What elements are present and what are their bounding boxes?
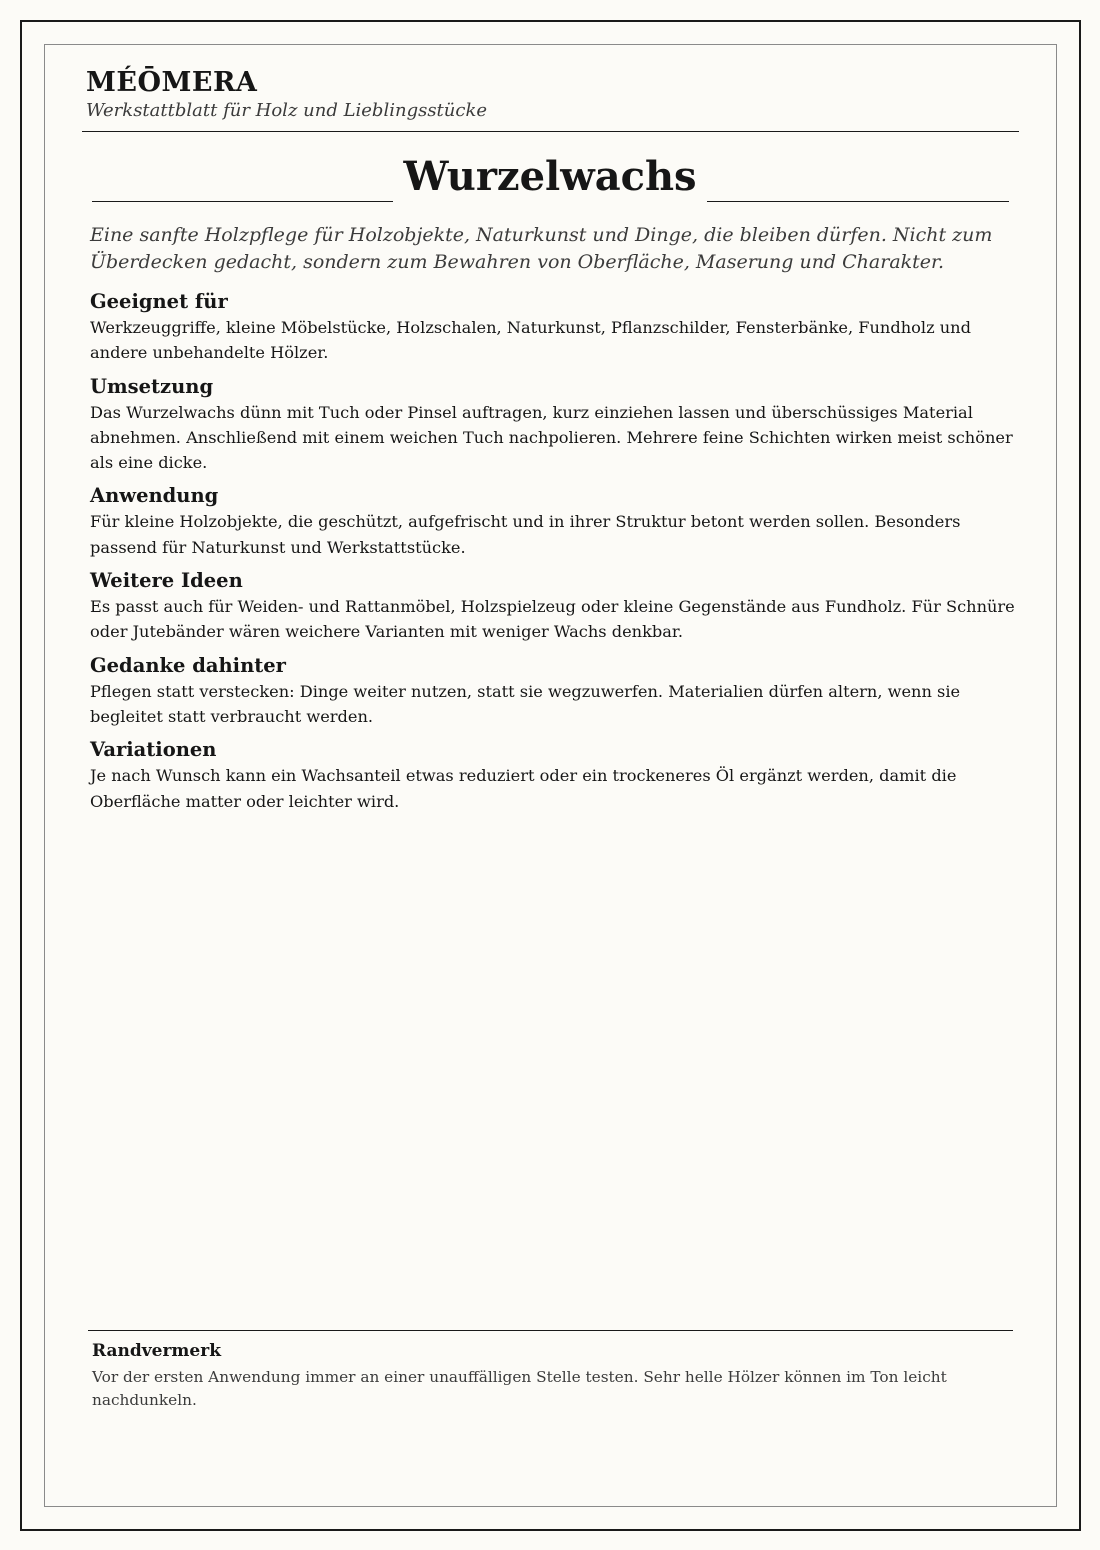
header-divider xyxy=(82,131,1019,132)
sections-list xyxy=(90,290,1015,823)
section-text: Das Wurzelwachs dünn mit Tuch oder Pinsel auftragen, kurz einziehen lassen und überschüssiges Material abnehmen. Anschließend mit einem weichen Tuch nachpolieren. Mehrere feine Schichten wirken meist schöner als eine dicke. xyxy=(90,402,1013,473)
section-heading: Weitere Ideen xyxy=(90,569,243,593)
section-heading: Variationen xyxy=(90,738,217,762)
section-geeignet-fuer xyxy=(90,290,1015,366)
section-gedanke-dahinter xyxy=(90,654,1015,730)
margin-note-title: Randvermerk xyxy=(92,1341,221,1361)
section-heading: Geeignet für xyxy=(90,290,228,313)
footer-divider xyxy=(88,1330,1013,1331)
title-rule-right xyxy=(707,201,1009,202)
title-rule-left xyxy=(92,201,393,202)
section-heading: Gedanke dahinter xyxy=(90,653,286,677)
section-weitere-ideen xyxy=(90,569,1015,645)
section-text: Es passt auch für Weiden- und Rattanmöbel, Holzspielzeug oder kleine Gegenstände aus Fundholz. Für Schnüre oder Jutebänder wären weichere Varianten mit weniger Wachs denkbar. xyxy=(90,597,1015,642)
section-anwendung xyxy=(90,484,1015,560)
title-row xyxy=(92,152,1009,204)
section-text: Für kleine Holzobjekte, die geschützt, aufgefrischt und in ihrer Struktur betont werden sollen. Besonders passend für Naturkunst und Werkstattstücke. xyxy=(90,512,961,557)
intro-text: Eine sanfte Holzpflege für Holzobjekte, Naturkunst und Dinge, die bleiben dürfen. Nicht zum Überdecken gedacht, sondern zum Bewahren von Oberfläche, Maserung und Charakter. xyxy=(90,224,993,273)
section-text: Werkzeuggriffe, kleine Möbelstücke, Holzschalen, Naturkunst, Pflanzschilder, Fensterbänke, Fundholz und andere unbehandelte Hölzer. xyxy=(90,318,971,363)
section-variationen xyxy=(90,738,1015,814)
section-text: Pflegen statt verstecken: Dinge weiter nutzen, statt sie wegzuwerfen. Materialien dürfen altern, wenn sie begleitet statt verbraucht werden. xyxy=(90,681,961,726)
section-heading: Umsetzung xyxy=(90,374,214,398)
margin-note-text: Vor der ersten Anwendung immer an einer unauffälligen Stelle testen. Sehr helle Hölzer können im Ton leicht nachdunkeln. xyxy=(92,1368,947,1409)
section-heading: Anwendung xyxy=(90,484,219,508)
document-title: Wurzelwachs xyxy=(403,153,697,200)
brand-name: MÉŌMERA xyxy=(86,67,258,98)
section-umsetzung xyxy=(90,375,1015,476)
brand-tagline: Werkstattblatt für Holz und Lieblingsstücke xyxy=(86,100,488,121)
section-text: Je nach Wunsch kann ein Wachsanteil etwas reduziert oder ein trockeneres Öl ergänzt werden, damit die Oberfläche matter oder leichter wird. xyxy=(90,766,957,811)
